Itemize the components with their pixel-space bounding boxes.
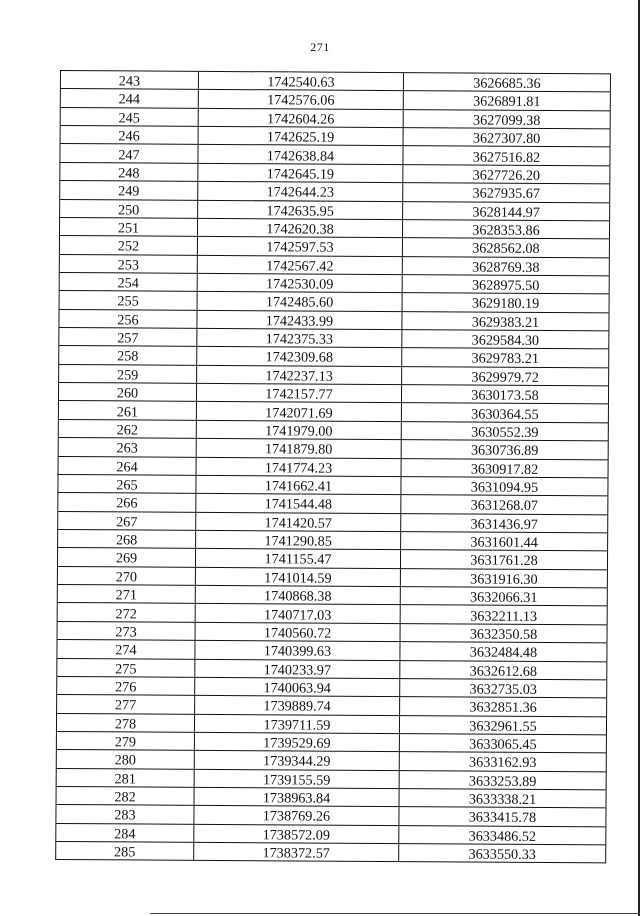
point-number-cell: 259 <box>59 365 197 383</box>
y-coordinate-cell: 3629383.21 <box>402 312 609 331</box>
point-number-cell: 285 <box>56 842 194 860</box>
x-coordinate-cell: 1740560.72 <box>196 623 401 642</box>
y-coordinate-cell: 3632484.48 <box>400 642 607 661</box>
y-coordinate-cell: 3631916.30 <box>401 569 608 588</box>
point-number-cell: 266 <box>58 493 196 511</box>
x-coordinate-cell: 1742635.95 <box>198 200 403 219</box>
x-coordinate-cell: 1742604.26 <box>199 109 404 128</box>
y-coordinate-cell: 3633415.78 <box>399 807 606 826</box>
y-coordinate-cell: 3626685.36 <box>404 73 611 92</box>
point-number-cell: 284 <box>56 824 194 842</box>
point-number-cell: 257 <box>59 328 197 346</box>
y-coordinate-cell: 3633065.45 <box>400 734 607 753</box>
point-number-cell: 251 <box>60 218 198 236</box>
y-coordinate-cell: 3631268.07 <box>401 495 608 514</box>
point-number-cell: 283 <box>56 805 194 823</box>
y-coordinate-cell: 3627935.67 <box>403 183 610 202</box>
x-coordinate-cell: 1742485.60 <box>198 292 403 311</box>
x-coordinate-cell: 1741662.41 <box>196 476 401 495</box>
coordinates-table <box>55 70 611 864</box>
y-coordinate-cell: 3633486.52 <box>399 826 606 845</box>
y-coordinate-cell: 3627516.82 <box>403 147 610 166</box>
x-coordinate-cell: 1738963.84 <box>195 788 400 807</box>
x-coordinate-cell: 1742638.84 <box>198 145 403 164</box>
x-coordinate-cell: 1742567.42 <box>198 255 403 274</box>
x-coordinate-cell: 1742597.53 <box>198 237 403 256</box>
x-coordinate-cell: 1739711.59 <box>195 714 400 733</box>
x-coordinate-cell: 1741774.23 <box>197 457 402 476</box>
y-coordinate-cell: 3628769.38 <box>403 257 610 276</box>
x-coordinate-cell: 1742644.23 <box>198 182 403 201</box>
point-number-cell: 243 <box>61 71 199 89</box>
point-number-cell: 282 <box>57 787 195 805</box>
y-coordinate-cell: 3628144.97 <box>403 202 610 221</box>
x-coordinate-cell: 1742375.33 <box>197 329 402 348</box>
x-coordinate-cell: 1742530.09 <box>198 274 403 293</box>
point-number-cell: 250 <box>60 200 198 218</box>
point-number-cell: 273 <box>58 622 196 640</box>
y-coordinate-cell: 3633162.93 <box>400 752 607 771</box>
x-coordinate-cell: 1739155.59 <box>195 769 400 788</box>
x-coordinate-cell: 1740399.63 <box>195 641 400 660</box>
x-coordinate-cell: 1742309.68 <box>197 347 402 366</box>
point-number-cell: 256 <box>59 310 197 328</box>
x-coordinate-cell: 1738769.26 <box>194 806 399 825</box>
table-row <box>56 842 606 864</box>
y-coordinate-cell: 3629783.21 <box>402 348 609 367</box>
x-coordinate-cell: 1740717.03 <box>196 604 401 623</box>
x-coordinate-cell: 1741420.57 <box>196 512 401 531</box>
x-coordinate-cell: 1742157.77 <box>197 384 402 403</box>
x-coordinate-cell: 1738572.09 <box>194 825 399 844</box>
x-coordinate-cell: 1742071.69 <box>197 402 402 421</box>
point-number-cell: 272 <box>58 603 196 621</box>
point-number-cell: 263 <box>59 438 197 456</box>
y-coordinate-cell: 3628353.86 <box>403 220 610 239</box>
y-coordinate-cell: 3633550.33 <box>399 844 606 863</box>
x-coordinate-cell: 1739344.29 <box>195 751 400 770</box>
y-coordinate-cell: 3633338.21 <box>400 789 607 808</box>
y-coordinate-cell: 3628562.08 <box>403 238 610 257</box>
y-coordinate-cell: 3632612.68 <box>400 661 607 680</box>
point-number-cell: 258 <box>59 346 197 364</box>
x-coordinate-cell: 1742625.19 <box>199 127 404 146</box>
y-coordinate-cell: 3630552.39 <box>402 422 609 441</box>
x-coordinate-cell: 1739529.69 <box>195 733 400 752</box>
point-number-cell: 265 <box>58 475 196 493</box>
point-number-cell: 278 <box>57 714 195 732</box>
x-coordinate-cell: 1742620.38 <box>198 219 403 238</box>
y-coordinate-cell: 3632851.36 <box>400 697 607 716</box>
point-number-cell: 246 <box>61 126 199 144</box>
y-coordinate-cell: 3630736.89 <box>402 440 609 459</box>
point-number-cell: 248 <box>60 163 198 181</box>
x-coordinate-cell: 1740063.94 <box>195 678 400 697</box>
point-number-cell: 249 <box>60 181 198 199</box>
x-coordinate-cell: 1741979.00 <box>197 421 402 440</box>
y-coordinate-cell: 3629979.72 <box>402 367 609 386</box>
y-coordinate-cell: 3630173.58 <box>402 385 609 404</box>
x-coordinate-cell: 1739889.74 <box>195 696 400 715</box>
point-number-cell: 276 <box>57 677 195 695</box>
point-number-cell: 274 <box>57 640 195 658</box>
y-coordinate-cell: 3632961.55 <box>400 716 607 735</box>
x-coordinate-cell: 1738372.57 <box>194 843 399 862</box>
x-coordinate-cell: 1742237.13 <box>197 366 402 385</box>
y-coordinate-cell: 3633253.89 <box>400 771 607 790</box>
point-number-cell: 262 <box>59 420 197 438</box>
point-number-cell: 253 <box>60 255 198 273</box>
point-number-cell: 254 <box>60 273 198 291</box>
y-coordinate-cell: 3630364.55 <box>402 404 609 423</box>
point-number-cell: 255 <box>60 291 198 309</box>
y-coordinate-cell: 3631436.97 <box>401 514 608 533</box>
y-coordinate-cell: 3630917.82 <box>402 459 609 478</box>
point-number-cell: 264 <box>59 457 197 475</box>
point-number-cell: 252 <box>60 236 198 254</box>
y-coordinate-cell: 3632211.13 <box>401 606 608 625</box>
x-coordinate-cell: 1741155.47 <box>196 549 401 568</box>
y-coordinate-cell: 3629180.19 <box>403 293 610 312</box>
point-number-cell: 244 <box>61 89 199 107</box>
x-coordinate-cell: 1740868.38 <box>196 586 401 605</box>
point-number-cell: 280 <box>57 750 195 768</box>
page-number: 271 <box>310 40 330 54</box>
y-coordinate-cell: 3626891.81 <box>404 91 611 110</box>
x-coordinate-cell: 1741544.48 <box>196 494 401 513</box>
point-number-cell: 279 <box>57 732 195 750</box>
point-number-cell: 245 <box>61 108 199 126</box>
x-coordinate-cell: 1742540.63 <box>199 72 404 91</box>
point-number-cell: 268 <box>58 530 196 548</box>
point-number-cell: 269 <box>58 548 196 566</box>
y-coordinate-cell: 3631094.95 <box>401 477 608 496</box>
y-coordinate-cell: 3631601.44 <box>401 532 608 551</box>
x-coordinate-cell: 1742645.19 <box>198 164 403 183</box>
y-coordinate-cell: 3631761.28 <box>401 550 608 569</box>
point-number-cell: 270 <box>58 567 196 585</box>
y-coordinate-cell: 3632350.58 <box>401 624 608 643</box>
y-coordinate-cell: 3632735.03 <box>400 679 607 698</box>
point-number-cell: 277 <box>57 695 195 713</box>
scan-line <box>150 913 640 914</box>
y-coordinate-cell: 3628975.50 <box>403 275 610 294</box>
point-number-cell: 260 <box>59 383 197 401</box>
point-number-cell: 267 <box>58 512 196 530</box>
x-coordinate-cell: 1741879.80 <box>197 439 402 458</box>
point-number-cell: 275 <box>57 658 195 676</box>
y-coordinate-cell: 3627726.20 <box>403 165 610 184</box>
point-number-cell: 261 <box>59 401 197 419</box>
point-number-cell: 281 <box>57 769 195 787</box>
x-coordinate-cell: 1741014.59 <box>196 568 401 587</box>
x-coordinate-cell: 1740233.97 <box>195 659 400 678</box>
x-coordinate-cell: 1741290.85 <box>196 531 401 550</box>
x-coordinate-cell: 1742576.06 <box>199 90 404 109</box>
y-coordinate-cell: 3627099.38 <box>404 110 611 129</box>
y-coordinate-cell: 3627307.80 <box>404 128 611 147</box>
y-coordinate-cell: 3632066.31 <box>401 587 608 606</box>
x-coordinate-cell: 1742433.99 <box>197 311 402 330</box>
y-coordinate-cell: 3629584.30 <box>402 330 609 349</box>
point-number-cell: 247 <box>60 144 198 162</box>
point-number-cell: 271 <box>58 585 196 603</box>
